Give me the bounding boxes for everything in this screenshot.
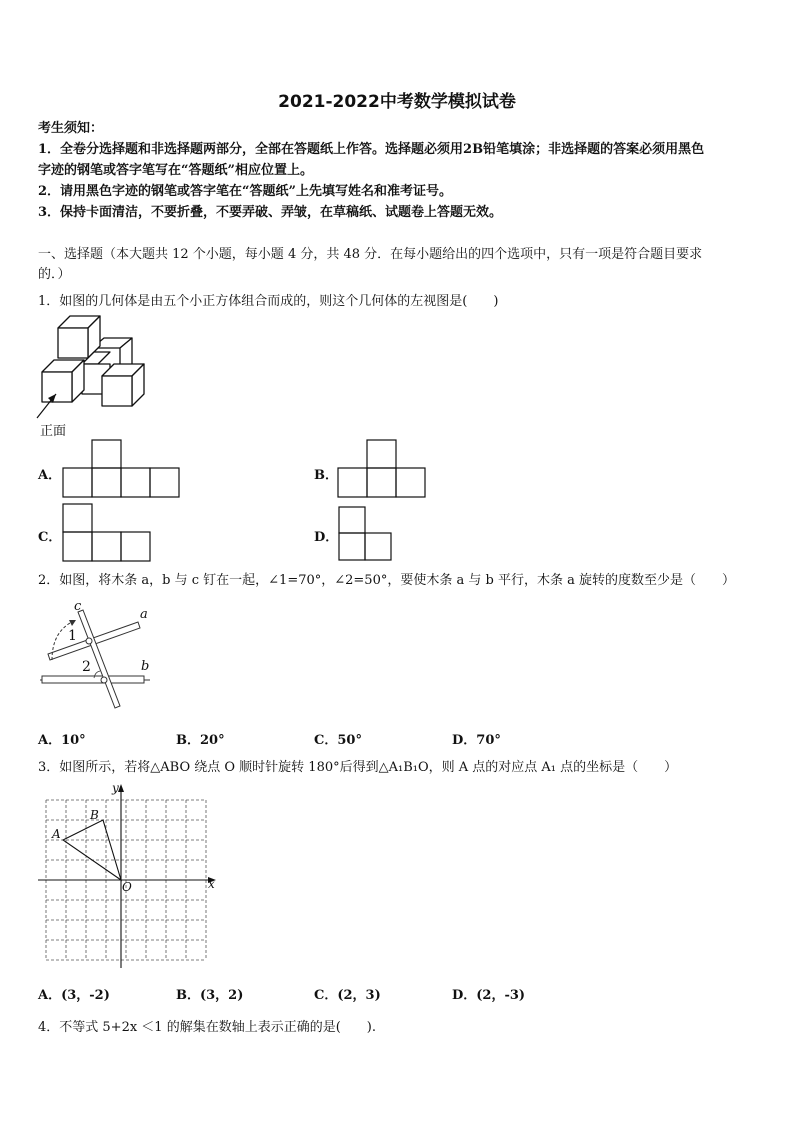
question-3-stem: 3．如图所示，若将△ABO 绕点 O 顺时针旋转 180°后得到△A₁B₁O，则 A 点的对应点 A₁ 点的坐标是（ ） xyxy=(38,760,678,775)
option-a: A．10° xyxy=(38,733,86,748)
option-c-view xyxy=(62,503,152,563)
question-1-stem: 1．如图的几何体是由五个小正方体组合而成的，则这个几何体的左视图是( ) xyxy=(38,294,499,309)
notice-line: 1．全卷分选择题和非选择题两部分，全部在答题纸上作答。选择题必须用2B铅笔填涂；非选择题的答案必须用黑色 xyxy=(38,142,705,157)
option-a-label: A． xyxy=(38,468,62,483)
option-d: D．(2，-3) xyxy=(452,988,526,1003)
option-d-view xyxy=(338,506,396,562)
figure-label-front: 正面 xyxy=(40,424,67,439)
notice-line: 2．请用黑色字迹的钢笔或答字笔在“答题纸”上先填写姓名和准考证号。 xyxy=(38,184,453,199)
notice-line: 3．保持卡面清洁，不要折叠，不要弄破、弄皱，在草稿纸、试题卷上答题无效。 xyxy=(38,205,503,220)
label-point-b: B xyxy=(90,808,99,822)
option-c: C．(2，3) xyxy=(314,988,381,1003)
option-a-view xyxy=(62,439,180,499)
option-d-label: D． xyxy=(314,530,339,545)
label-x: x xyxy=(208,877,215,891)
label-a: a xyxy=(140,607,148,622)
label-o: O xyxy=(122,880,132,894)
question-2-stem: 2．如图，将木条 a，b 与 c 钉在一起，∠1=70°，∠2=50°，要使木条 a 与 b 平行，木条 a 旋转的度数至少是（ ） xyxy=(38,573,735,588)
label-c: c xyxy=(74,599,82,614)
notice-line: 字迹的钢笔或答字笔写在“答题纸”相应位置上。 xyxy=(38,163,313,178)
label-angle-1: 1 xyxy=(68,628,77,644)
section-heading: 一、选择题（本大题共 12 个小题，每小题 4 分，共 48 分．在每小题给出的四个选项中，只有一项是符合题目要求 xyxy=(38,247,703,262)
label-y: y xyxy=(112,781,119,795)
page-title: 2021-2022中考数学模拟试卷 xyxy=(278,92,516,112)
label-angle-2: 2 xyxy=(82,659,91,675)
option-a: A．(3，-2) xyxy=(38,988,110,1003)
coordinate-grid-figure xyxy=(38,782,220,970)
question-4-stem: 4．不等式 5+2x ＜1 的解集在数轴上表示正确的是( ). xyxy=(38,1020,376,1035)
label-point-a: A xyxy=(52,827,61,841)
wood-sticks-figure xyxy=(38,598,156,712)
notice-heading: 考生须知： xyxy=(38,121,104,136)
option-b: B．(3，2) xyxy=(176,988,244,1003)
section-heading: 的．） xyxy=(38,267,71,282)
option-c-label: C． xyxy=(38,530,62,545)
option-b-view xyxy=(337,439,429,499)
label-b: b xyxy=(141,659,150,674)
option-b-label: B． xyxy=(314,468,338,483)
option-c: C．50° xyxy=(314,733,362,748)
option-b: B．20° xyxy=(176,733,225,748)
option-d: D．70° xyxy=(452,733,501,748)
